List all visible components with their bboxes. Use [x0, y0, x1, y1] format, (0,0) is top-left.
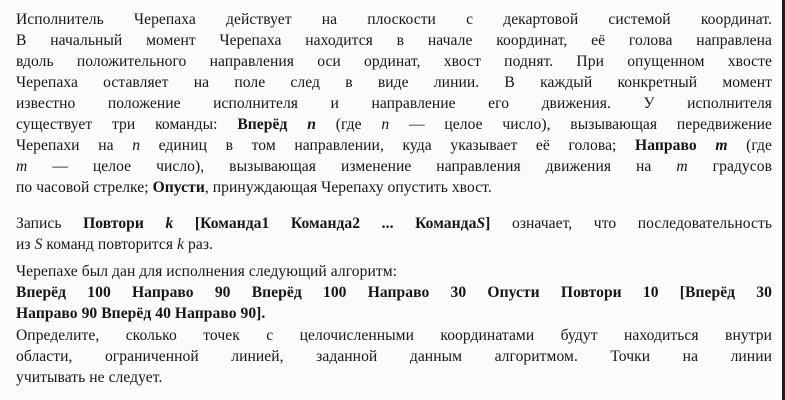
variable-m: m [16, 158, 28, 175]
text-fragment: существует три команды: [16, 116, 238, 133]
text-line [16, 135, 772, 156]
variable-n: n [381, 116, 390, 133]
variable-n: n [307, 116, 316, 133]
text-line [16, 156, 772, 177]
text-fragment: — целое число), вызывающая изменение направления движения на [27, 158, 677, 175]
text-line: Определите, сколько точек с целочисленными координатами будут находиться внутри [16, 327, 772, 344]
text-fragment: Запись [16, 215, 84, 232]
command-pen-down: Опусти [152, 179, 205, 196]
paragraph-repeat-syntax [16, 213, 772, 255]
text-fragment: из [16, 236, 35, 253]
variable-n: n [132, 137, 141, 154]
command-right: Направо [635, 137, 716, 154]
text-fragment: градусов [687, 158, 772, 175]
text-line [16, 213, 772, 234]
variable-s: S [34, 236, 43, 253]
text-fragment: , принуждающая Черепаху опустить хвост. [204, 179, 492, 196]
command-list: [Команда1 Команда2 ... Команда [173, 215, 477, 232]
paragraph-task-description [16, 9, 772, 198]
text-fragment: — целое число), вызывающая передвижение [389, 116, 772, 133]
text-line: области, ограниченной линией, заданной данным алгоритмом. Точки на линии [16, 348, 772, 365]
text-line [16, 114, 772, 135]
text-line: учитывать не следует. [16, 369, 163, 386]
text-line: Черепахе был дан для исполнения следующий алгоритм: [16, 263, 398, 280]
paragraph-question [16, 325, 772, 388]
text-fragment: команд повторится [42, 236, 178, 253]
command-forward: Вперёд [237, 116, 308, 133]
text-line [16, 177, 772, 198]
command-repeat: Повтори [83, 215, 166, 232]
variable-m: m [715, 137, 728, 154]
algorithm-line: Направо 90 Вперёд 40 Направо 90]. [16, 305, 266, 322]
variable-k: k [165, 215, 174, 232]
text-fragment: означает, что последовательность [490, 215, 773, 232]
paragraph-algorithm [16, 261, 772, 324]
variable-k: k [177, 236, 185, 253]
text-line: Черепаха оставляет на поле след в виде линии. В каждый конкретный момент [16, 74, 772, 91]
text-line: Исполнитель Черепаха действует на плоскости с декартовой системой координат. [16, 11, 772, 28]
text-fragment: по часовой стрелке; [16, 179, 153, 196]
algorithm-line: Вперёд 100 Направо 90 Вперёд 100 Направо 30 Опусти Повтори 10 [Вперёд 30 [16, 284, 772, 301]
text-fragment: раз. [184, 236, 213, 253]
command-list-end: ] [485, 215, 491, 232]
text-fragment: (где [727, 137, 772, 154]
variable-m: m [676, 158, 688, 175]
text-line: вдоль положительного направления оси ординат, хвост поднят. При опущенном хвосте [16, 53, 772, 70]
text-line [16, 234, 772, 255]
text-fragment: (где [315, 116, 382, 133]
text-fragment: Черепахи на [16, 137, 133, 154]
text-line: известно положение исполнителя и направление его движения. У исполнителя [16, 95, 772, 112]
text-line: В начальный момент Черепаха находится в начале координат, её голова направлена [16, 32, 772, 49]
variable-s: S [476, 215, 486, 232]
text-fragment: единиц в том направлении, куда указывает её голова; [140, 137, 636, 154]
